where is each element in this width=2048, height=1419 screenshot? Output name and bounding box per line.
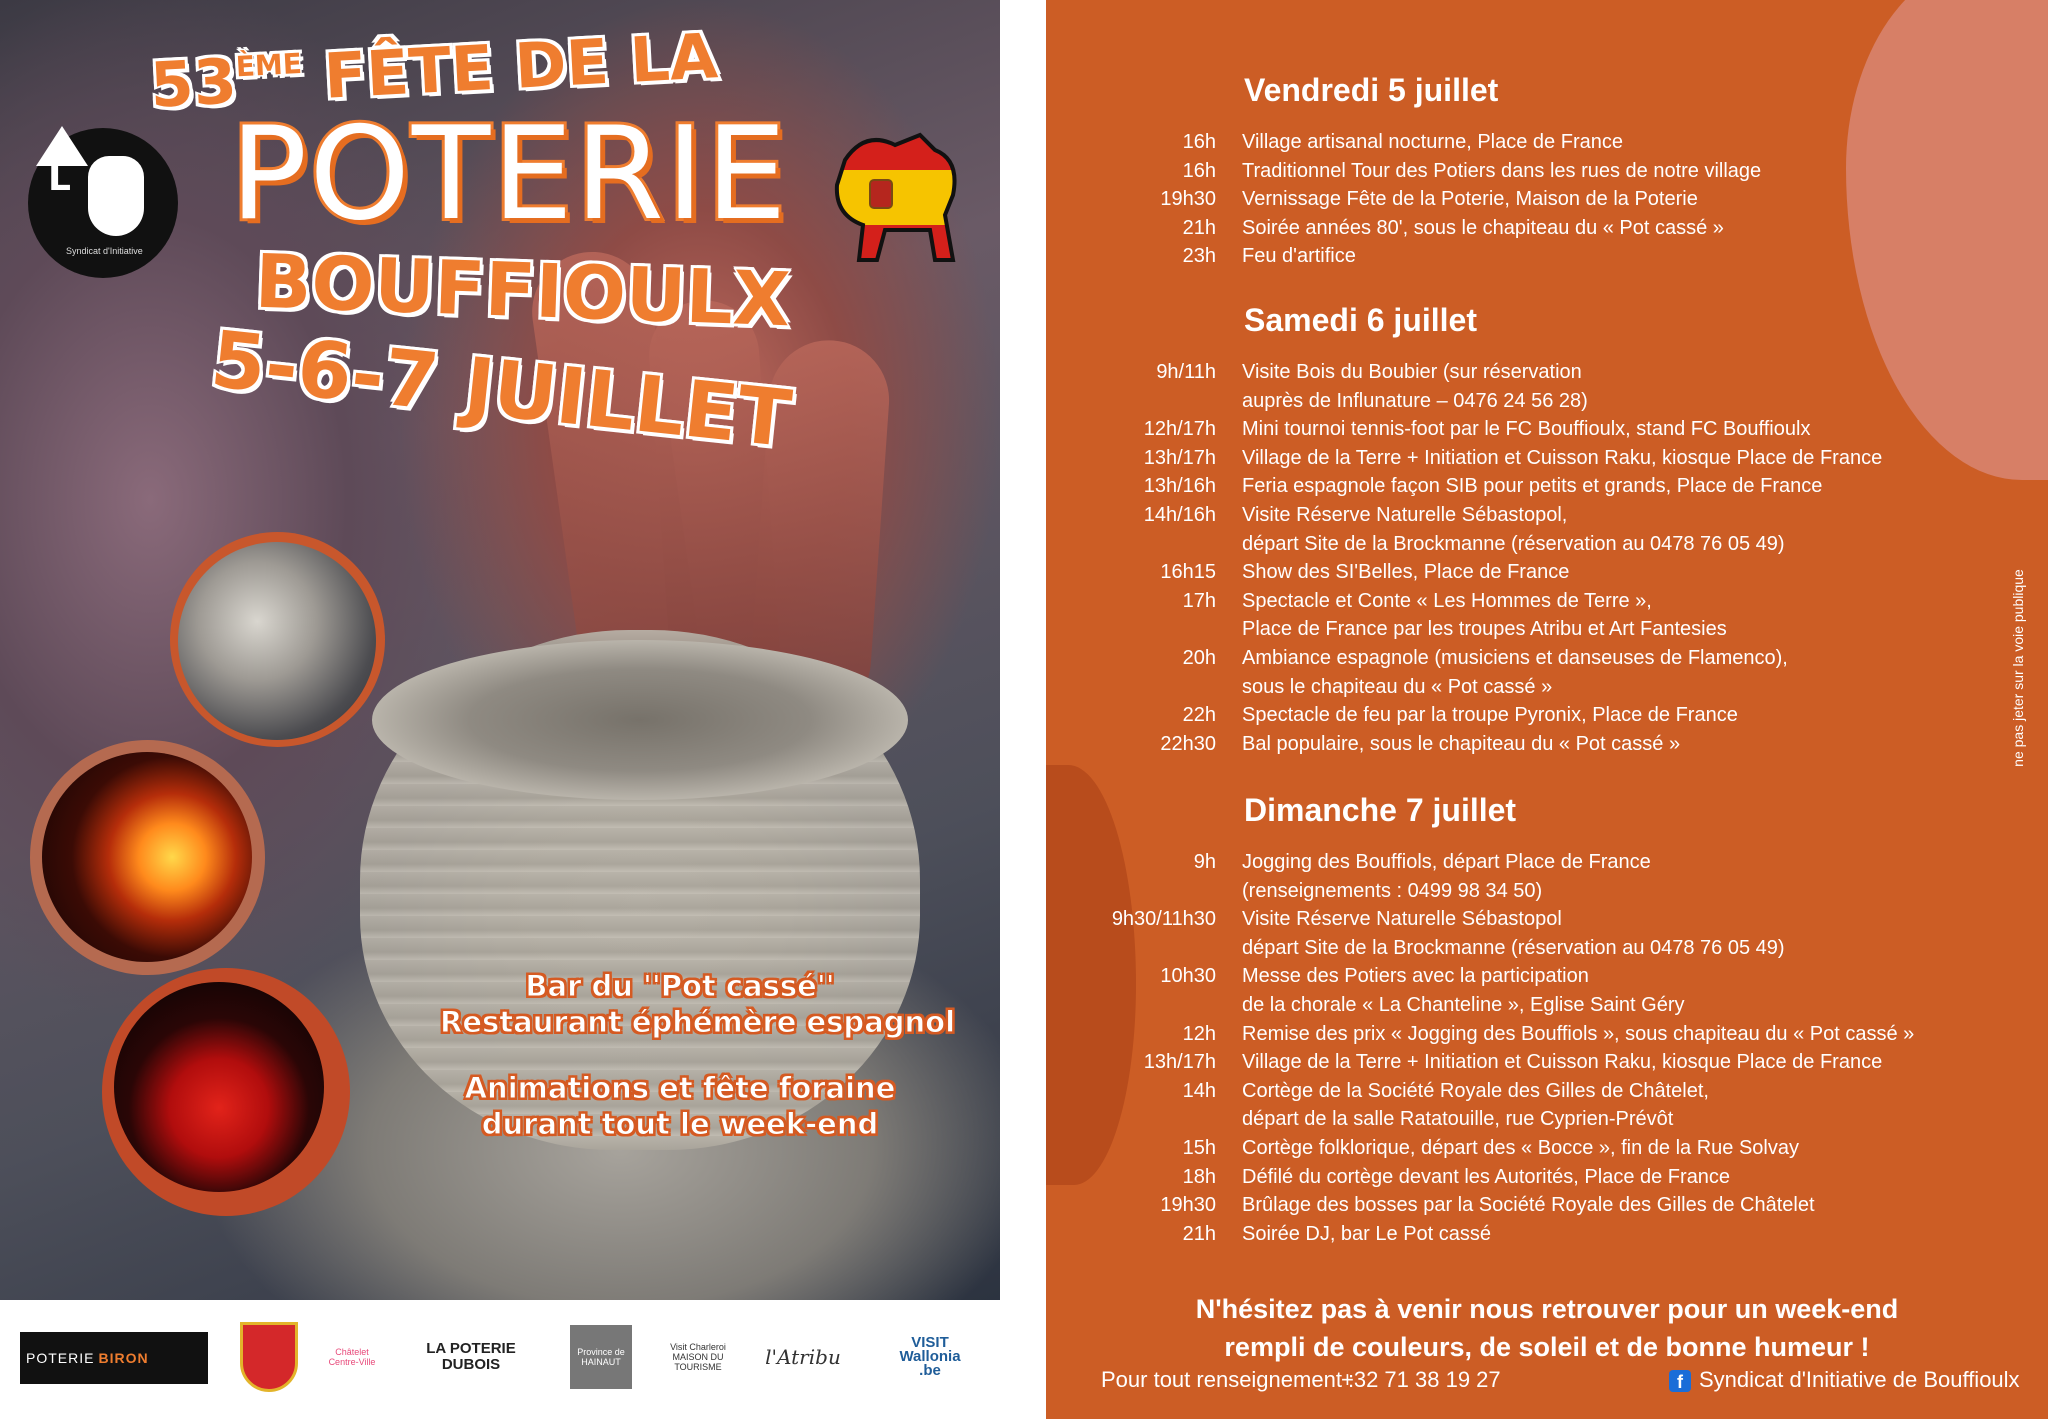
event-description: Ambiance espagnole (musiciens et danseuses de Flamenco), bbox=[1242, 647, 1788, 669]
day-heading: Dimanche 7 juillet bbox=[1244, 792, 1517, 828]
event-time: 19h30 bbox=[1160, 1194, 1216, 1217]
event-time: 16h bbox=[1182, 159, 1216, 182]
title-poterie: POTERIE bbox=[230, 100, 789, 249]
contact-footer bbox=[1101, 1367, 2020, 1393]
event-description: Village de la Terre + Initiation et Cuisson Raku, kiosque Place de France bbox=[1242, 1051, 1883, 1074]
closing-message bbox=[1046, 1290, 2048, 1366]
event-description: sous le chapiteau du « Pot cassé » bbox=[1242, 675, 1553, 698]
title-town: BOUFFIOULX bbox=[253, 238, 792, 344]
event-time: 22h bbox=[1182, 704, 1216, 727]
closing-line: rempli de couleurs, de soleil et de bonne humeur ! bbox=[1224, 1332, 1870, 1362]
event-description: Remise des prix « Jogging des Bouffiols », sous chapiteau du « Pot cassé » bbox=[1242, 1022, 1915, 1045]
event-time: 13h/16h bbox=[1143, 475, 1216, 498]
spanish-bull-icon bbox=[825, 120, 965, 270]
event-description: Traditionnel Tour des Potiers dans les rues de notre village bbox=[1242, 159, 1762, 182]
event-time: 10h30 bbox=[1160, 965, 1216, 988]
event-description: Bal populaire, sous le chapiteau du « Pot cassé » bbox=[1242, 732, 1681, 755]
event-description: Spectacle de feu par la troupe Pyronix, Place de France bbox=[1242, 704, 1738, 727]
event-description: Cortège de la Société Royale des Gilles de Châtelet, bbox=[1242, 1079, 1709, 1102]
event-description: Jogging des Bouffiols, départ Place de France bbox=[1242, 851, 1651, 873]
event-description: Visite Bois du Boubier (sur réservation bbox=[1242, 361, 1582, 383]
syndicat-initiative-logo bbox=[28, 128, 178, 278]
decorative-blob bbox=[1846, 0, 2048, 480]
event-description: Village de la Terre + Initiation et Cuisson Raku, kiosque Place de France bbox=[1242, 446, 1883, 469]
event-description: Brûlage des bosses par la Société Royale des Gilles de Châtelet bbox=[1242, 1194, 1815, 1217]
logo-letter: L bbox=[48, 158, 71, 199]
promo-line: Restaurant éphémère espagnol bbox=[440, 1005, 956, 1039]
event-time: 16h bbox=[1182, 131, 1216, 153]
event-description: départ Site de la Brockmanne (réservation au 0478 76 05 49) bbox=[1242, 936, 1785, 959]
event-time: 9h/11h bbox=[1156, 361, 1216, 383]
event-description: Place de France par les troupes Atribu et Art Fantesies bbox=[1242, 618, 1727, 641]
sponsor-visit-charleroi: Visit Charleroi MAISON DU TOURISME bbox=[670, 1342, 726, 1372]
event-description: Village artisanal nocturne, Place de France bbox=[1242, 131, 1623, 153]
coat-of-arms-icon bbox=[240, 1322, 298, 1392]
event-description: Show des SI'Belles, Place de France bbox=[1242, 561, 1570, 584]
closing-line: N'hésitez pas à venir nous retrouver pour un week-end bbox=[1195, 1294, 1899, 1324]
event-description: Cortège folklorique, départ des « Bocce », fin de la Rue Solvay bbox=[1242, 1137, 1799, 1159]
clay-bowl-rim bbox=[372, 640, 908, 800]
event-time: 21h bbox=[1182, 216, 1216, 239]
event-time: 14h bbox=[1182, 1079, 1216, 1102]
event-description: Visite Réserve Naturelle Sébastopol, bbox=[1242, 504, 1568, 526]
program-panel bbox=[1046, 0, 2048, 1419]
flamenco-dancer-photo bbox=[114, 982, 324, 1192]
event-description: Visite Réserve Naturelle Sébastopol bbox=[1242, 908, 1562, 931]
event-description: de la chorale « La Chanteline », Eglise Saint Géry bbox=[1242, 994, 1685, 1016]
decorative-blob bbox=[1046, 765, 1136, 1185]
event-time: 12h bbox=[1182, 1022, 1216, 1045]
day-heading: Samedi 6 juillet bbox=[1244, 302, 1477, 338]
event-time: 13h/17h bbox=[1143, 446, 1216, 469]
footer-phone[interactable]: +32 71 38 19 27 bbox=[1341, 1367, 1501, 1392]
sponsor-poterie-biron: POTERIE BIRON bbox=[20, 1332, 208, 1384]
fire-show-photo bbox=[42, 752, 252, 962]
event-time: 21h bbox=[1182, 1222, 1216, 1245]
event-description: Soirée DJ, bar Le Pot cassé bbox=[1242, 1222, 1492, 1245]
footer-facebook-page[interactable]: Syndicat d'Initiative de Bouffioulx bbox=[1699, 1367, 2020, 1392]
sponsor-poterie-dubois: LA POTERIE DUBOIS bbox=[426, 1340, 516, 1373]
promo-line: Animations et fête foraine bbox=[464, 1071, 896, 1105]
promo-line: durant tout le week-end bbox=[481, 1107, 879, 1141]
event-description: Défilé du cortège devant les Autorités, Place de France bbox=[1242, 1165, 1731, 1188]
facebook-icon: f bbox=[1669, 1370, 1691, 1392]
event-time: 12h/17h bbox=[1143, 418, 1216, 441]
event-time: 17h bbox=[1182, 589, 1216, 612]
footer-label: Pour tout renseignement : bbox=[1101, 1367, 1355, 1392]
event-time: 16h15 bbox=[1160, 561, 1216, 584]
sponsor-atribu: l'Atribu bbox=[765, 1345, 841, 1369]
event-time: 15h bbox=[1182, 1137, 1216, 1159]
promo-bar bbox=[440, 968, 956, 1040]
poster-image bbox=[0, 0, 1000, 1300]
event-time: 9h30/11h30 bbox=[1111, 908, 1216, 931]
event-description: Feria espagnole façon SIB pour petits et grands, Place de France bbox=[1242, 475, 1823, 498]
day-heading: Vendredi 5 juillet bbox=[1244, 72, 1499, 108]
sponsor-strip bbox=[0, 1300, 1000, 1419]
event-time: 19h30 bbox=[1160, 188, 1216, 211]
event-description: Mini tournoi tennis-foot par le FC Bouffioulx, stand FC Bouffioulx bbox=[1242, 418, 1811, 441]
event-description: Vernissage Fête de la Poterie, Maison de la Poterie bbox=[1242, 188, 1698, 211]
event-time: 9h bbox=[1193, 851, 1216, 873]
event-description: départ de la salle Ratatouille, rue Cyprien-Prévôt bbox=[1242, 1108, 1674, 1131]
performers-photo bbox=[178, 542, 376, 740]
title-edition: 53ÈME FÊTE DE LA bbox=[148, 19, 720, 122]
event-description: Messe des Potiers avec la participation bbox=[1242, 965, 1589, 988]
vase-icon bbox=[88, 156, 144, 236]
event-time: 23h bbox=[1182, 245, 1216, 268]
event-description: départ Site de la Brockmanne (réservation au 0478 76 05 49) bbox=[1242, 532, 1785, 555]
sponsor-visit-wallonia: VISIT Wallonia .be bbox=[899, 1334, 961, 1379]
logo-si-label: Syndicat d'Initiative bbox=[66, 246, 143, 256]
promo-line: Bar du ''Pot cassé'' bbox=[525, 969, 835, 1003]
event-time: 18h bbox=[1182, 1165, 1216, 1188]
sponsor-hainaut: Province de HAINAUT bbox=[570, 1325, 632, 1389]
sponsor-chatelet-shield bbox=[235, 1325, 303, 1389]
event-description: auprès de Influnature – 0476 24 56 28) bbox=[1242, 389, 1588, 412]
vertical-note: ne pas jeter sur la voie publique bbox=[2010, 569, 2026, 767]
sponsor-chatelet-centre: Châtelet Centre-Ville bbox=[328, 1347, 376, 1367]
event-time: 22h30 bbox=[1160, 732, 1216, 755]
event-description: (renseignements : 0499 98 34 50) bbox=[1242, 879, 1543, 902]
promo-animations bbox=[440, 1070, 920, 1142]
event-description: Feu d'artifice bbox=[1242, 245, 1356, 268]
event-time: 14h/16h bbox=[1143, 504, 1216, 526]
event-time: 13h/17h bbox=[1143, 1051, 1216, 1074]
event-description: Spectacle et Conte « Les Hommes de Terre », bbox=[1242, 589, 1652, 612]
event-description: Soirée années 80', sous le chapiteau du « Pot cassé » bbox=[1242, 216, 1724, 239]
title-dates: 5-6-7 JUILLET bbox=[206, 314, 796, 466]
event-time: 20h bbox=[1182, 647, 1216, 669]
